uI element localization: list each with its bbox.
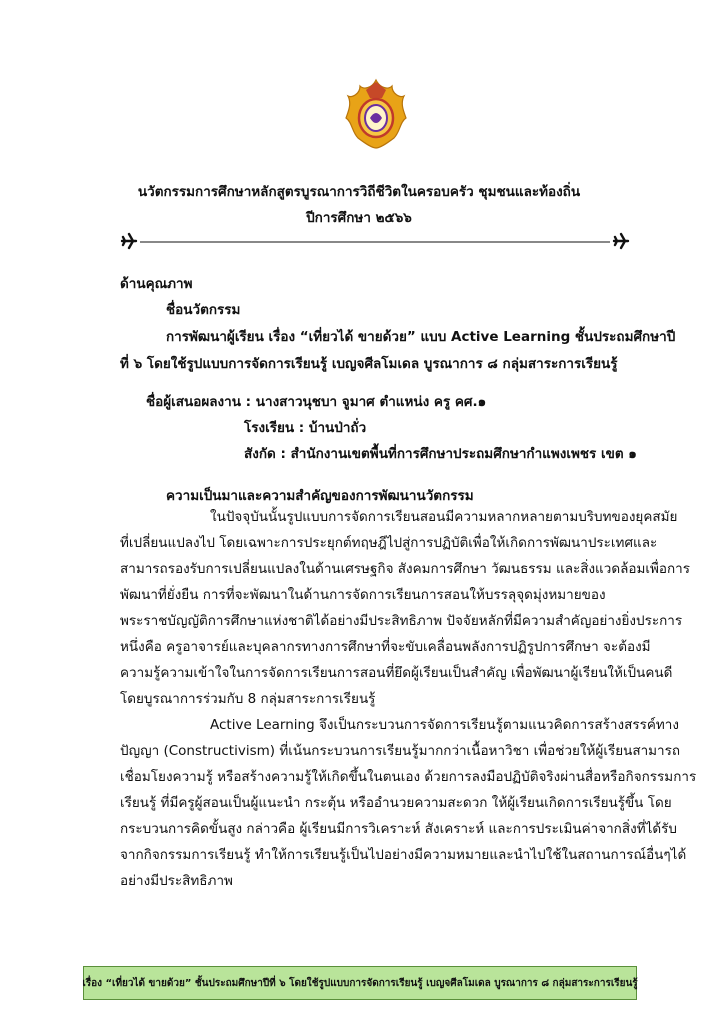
paragraph-line: ปัญญา (Constructivism) ที่เน้นกระบวนการเรียนรู้มากกว่าเนื้อหาวิชา เพื่อช่วยให้ผู้เรียนสามารถ [120, 743, 681, 759]
paragraph-line: พระราชบัญญัติการศึกษาแห่งชาติได้อย่างมีประสิทธิภาพ ปัจจัยหลักที่มีความสำคัญอย่างยิ่งประการ [120, 613, 683, 629]
paragraph-line: ในปัจจุบันนั้นรูปแบบการจัดการเรียนสอนมีความหลากหลายตามบริบทของยุคสมัย [210, 509, 678, 525]
innovation-name-line1: การพัฒนาผู้เรียน เรื่อง “เที่ยวได้ ขายด้วย” แบบ Active Learning ชั้นประถมศึกษาปี [166, 329, 676, 345]
paragraph-line: เรียนรู้ ที่มีครูผู้สอนเป็นผู้แนะนำ กระตุ้น หรืออำนวยความสะดวก ให้ผู้เรียนเกิดการเรียนรู้ขึ้น โดย [120, 795, 672, 811]
paragraph-line: จากกิจกรรมการเรียนรู้ ทำให้การเรียนรู้เป็นไปอย่างมีความหมายและนำไปใช้ในสถานการณ์อื่นๆได้ [120, 847, 687, 863]
paragraph-line: เชื่อมโยงความรู้ หรือสร้างความรู้ให้เกิดขึ้นในตนเอง ด้วยการลงมือปฏิบัติจริงผ่านสื่อหรือกิจกรรมการ [120, 769, 697, 785]
paragraph-line: ที่เปลี่ยนแปลงไป โดยเฉพาะการประยุกต์ทฤษฎีไปสู่การปฏิบัติเพื่อให้เกิดการพัฒนาประเทศและ [120, 535, 658, 551]
airplane-icon [614, 234, 628, 248]
footer-bar [83, 966, 637, 1000]
presenter-name: ชื่อผู้เสนอผลงาน : นางสาวนุชบา จูมาศ ตำแหน่ง ครู คศ.๑ [146, 394, 487, 410]
academic-year: ปีการศึกษา ๒๕๖๖ [306, 210, 412, 226]
airplane-icon [122, 234, 136, 248]
background-heading: ความเป็นมาและความสำคัญของการพัฒนานวัตกรรม [166, 488, 474, 504]
section-quality: ด้านคุณภาพ [120, 276, 193, 292]
presenter-affiliation: สังกัด : สำนักงานเขตพื้นที่การศึกษาประถมศึกษากำแพงเพชร เขต ๑ [244, 446, 637, 462]
airplane-divider [120, 231, 630, 251]
innovation-name-label: ชื่อนวัตกรรม [166, 302, 241, 318]
paragraph-line: หนึ่งคือ ครูอาจารย์และบุคลากรทางการศึกษาที่จะขับเคลื่อนพลังการปฏิรูปการศึกษา จะต้องมี [120, 639, 651, 655]
paragraph-line: อย่างมีประสิทธิภาพ [120, 873, 233, 889]
paragraph-line: กระบวนการคิดขั้นสูง กล่าวคือ ผู้เรียนมีการวิเคราะห์ สังเคราะห์ และการประเมินค่าจากสิ่งที่ได้รับ [120, 821, 677, 837]
presenter-school: โรงเรียน : บ้านป่าถั่ว [244, 420, 367, 436]
innovation-name-line2: ที่ ๖ โดยใช้รูปแบบการจัดการเรียนรู้ เบญจศีลโมเดล บูรณาการ ๘ กลุ่มสาระการเรียนรู้ [120, 356, 618, 372]
background-paragraph-2 [120, 712, 696, 894]
paragraph-line: ความรู้ความเข้าใจในการจัดการเรียนการสอนที่ยึดผู้เรียนเป็นสำคัญ เพื่อพัฒนาผู้เรียนให้เป็นคนดี [120, 665, 673, 681]
footer-text: เรื่อง “เที่ยวได้ ขายด้วย” ชั้นประถมศึกษาปีที่ ๖ โดยใช้รูปแบบการจัดการเรียนรู้ เบญจศีลโมเดล บูรณาการ ๘ กลุ่มสาระการเรียนรู้ [82, 977, 638, 989]
paragraph-line: Active Learning จึงเป็นกระบวนการจัดการเรียนรู้ตามแนวคิดการสร้างสรรค์ทาง [210, 717, 679, 733]
school-emblem-icon [344, 78, 408, 150]
paragraph-line: พัฒนาที่ยั่งยืน การที่จะพัฒนาในด้านการจัดการเรียนการสอนให้บรรลุจุดมุ่งหมายของ [120, 587, 606, 603]
background-paragraph-1 [120, 504, 690, 712]
page-title: นวัตกรรมการศึกษาหลักสูตรบูรณาการวิถีชีวิตในครอบครัว ชุมชนและท้องถิ่น [137, 184, 581, 200]
paragraph-line: โดยบูรณาการร่วมกับ 8 กลุ่มสาระการเรียนรู้ [120, 691, 376, 707]
paragraph-line: สามารถรองรับการเปลี่ยนแปลงในด้านเศรษฐกิจ สังคมการศึกษา วัฒนธรรม และสิ่งแวดล้อมเพื่อการ [120, 561, 691, 577]
